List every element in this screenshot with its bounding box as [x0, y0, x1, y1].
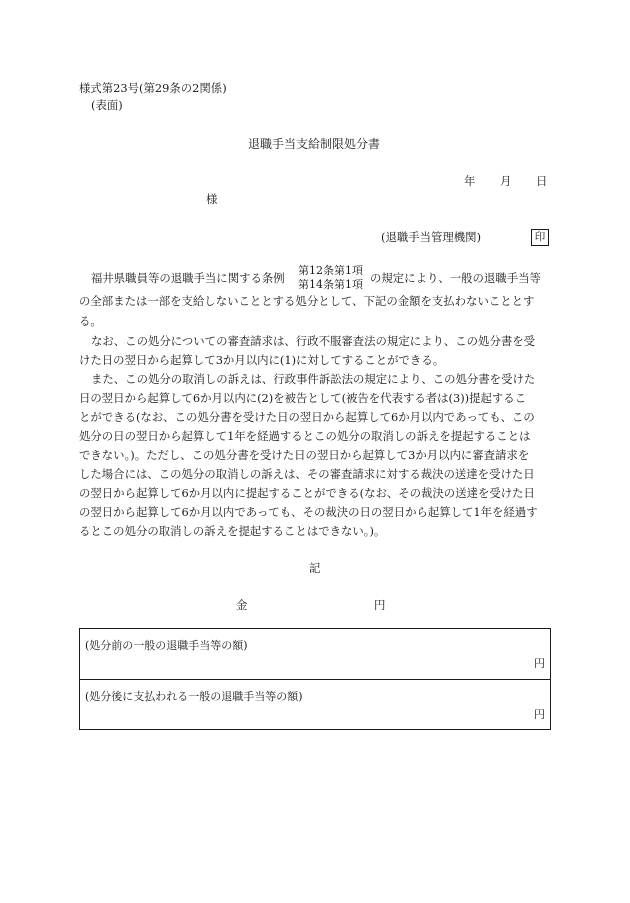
- row-unit-before: 円: [534, 657, 545, 670]
- row-unit-after: 円: [534, 708, 545, 721]
- amount-label: 金: [236, 598, 248, 612]
- body-line: なお、この処分についての審査請求は、行政不服審査法の規定により、この処分書を受: [91, 334, 536, 348]
- body-line: した場合には、この処分の取消しの訴えは、その審査請求に対する裁決の送達を受けた日: [79, 467, 535, 481]
- amount-table: [79, 628, 551, 730]
- law-article-stack: [298, 264, 363, 292]
- date-year: 年: [464, 174, 476, 188]
- body-line: 日の翌日から起算して6か月以内に(2)を被告として(被告を代表する者は(3))提起するこ: [79, 391, 527, 405]
- body-line: できない。)。ただし、この処分書を受けた日の翌日から起算して3か月以内に審査請求を: [79, 448, 530, 462]
- body-line: 処分の日の翌日から起算して1年を経過するとこの処分の取消しの訴えを提起することは: [79, 429, 531, 443]
- row-label-before: (処分前の一般の退職手当等の額): [85, 639, 248, 652]
- body-p1-prefix: 福井県職員等の退職手当に関する条例: [91, 271, 285, 285]
- date-month: 月: [500, 174, 512, 188]
- date-day: 日: [536, 174, 548, 188]
- body-line: るとこの処分の取消しの訴えを提起することはできない。)。: [79, 524, 386, 538]
- issuer-label: (退職手当管理機関): [381, 230, 482, 244]
- body-line: とができる(なお、この処分書を受けた日の翌日から起算して6か月以内であっても、この: [79, 410, 535, 424]
- body-line: の全部または一部を支給しないこととする処分として、下記の金額を支払わないこととす: [79, 294, 535, 308]
- amount-unit: 円: [374, 598, 386, 612]
- document-title: 退職手当支給制限処分書: [248, 137, 381, 151]
- form-side: (表面): [91, 98, 123, 112]
- law-article-b: 第14条第1項: [298, 278, 363, 291]
- body-line: けた日の翌日から起算して3か月以内に(1)に対してすることができる。: [79, 353, 445, 367]
- row-label-after: (処分後に支払われる一般の退職手当等の額): [85, 690, 303, 703]
- body-p1-suffix: の規定により、一般の退職手当等: [370, 271, 541, 285]
- addressee-suffix: 様: [206, 192, 218, 206]
- record-heading: 記: [309, 561, 321, 575]
- form-number: 様式第23号(第29条の2関係): [79, 81, 227, 95]
- table-row: [80, 629, 550, 680]
- seal-mark: 印: [531, 229, 549, 246]
- table-row: [80, 680, 550, 730]
- body-line: の翌日から起算して6か月以内であっても、その裁決の日の翌日から起算して1年を経過す: [79, 505, 538, 519]
- body-line: また、この処分の取消しの訴えは、行政事件訴訟法の規定により、この処分書を受けた: [91, 372, 536, 386]
- body-line: る。: [79, 314, 102, 328]
- body-line: の翌日から起算して6か月以内に提起することができる(なお、その裁決の送達を受けた日: [79, 486, 535, 500]
- law-article-a: 第12条第1項: [298, 264, 363, 277]
